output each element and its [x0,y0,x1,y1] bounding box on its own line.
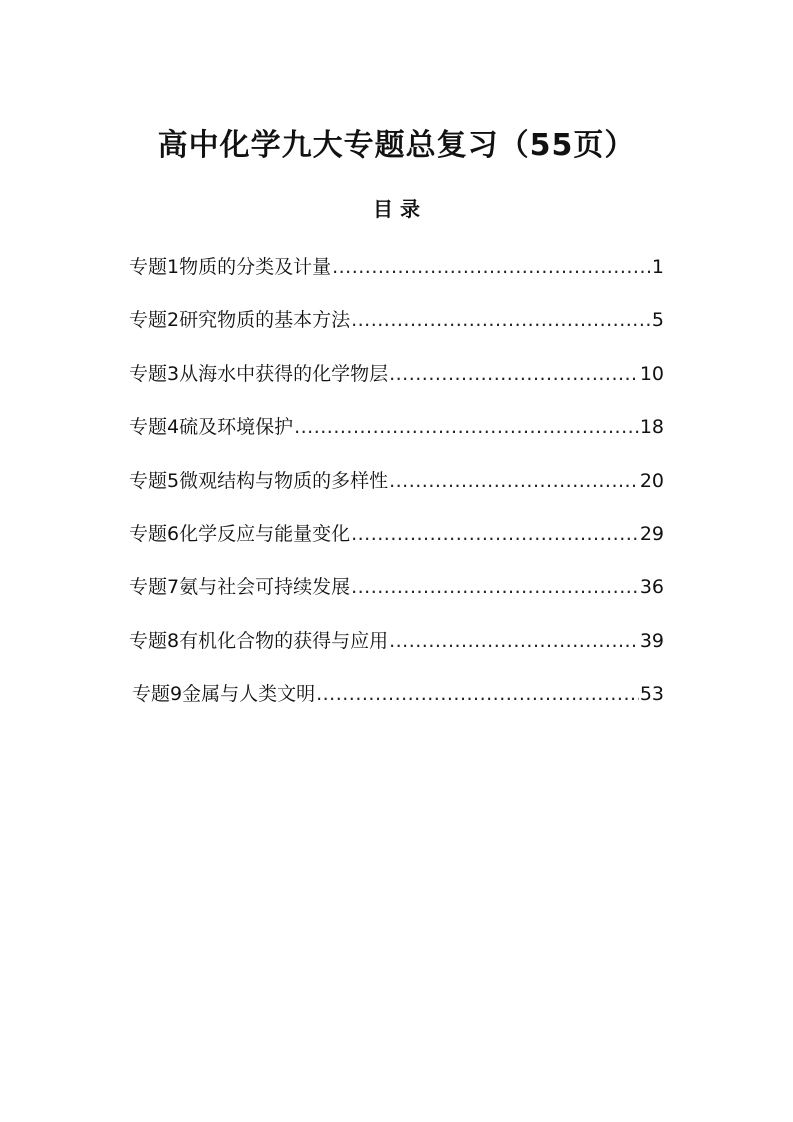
dot-leader [389,360,639,388]
dot-leader [351,573,639,601]
toc-entry-label: 专题6化学反应与能量变化 [129,522,351,545]
dot-leader [389,627,639,655]
dot-leader [332,253,651,281]
dot-leader [351,306,651,334]
toc-page-number: 39 [639,629,664,652]
toc-page-number: 36 [639,576,664,599]
toc-entry-label: 专题9金属与人类文明 [132,683,316,706]
toc-entry-label: 专题7氨与社会可持续发展 [129,576,351,599]
toc-entry[interactable] [129,306,664,359]
toc-entry-label: 专题1物质的分类及计量 [129,256,332,278]
toc-entry-label: 专题5微观结构与物质的多样性 [129,469,389,492]
toc-entry[interactable] [129,520,664,573]
dot-leader [389,467,639,495]
dot-leader [294,413,639,441]
toc-entry[interactable] [129,467,664,520]
document-title: 高中化学九大专题总复习（55页） [157,128,636,163]
toc-page-number: 5 [651,309,664,332]
table-of-contents [129,253,664,734]
toc-entry[interactable] [129,627,664,680]
dot-leader [351,520,639,548]
toc-entry[interactable] [129,360,664,413]
toc-entry[interactable] [129,253,664,306]
toc-page-number: 18 [639,416,664,439]
toc-page-number: 29 [639,522,664,545]
toc-page-number: 10 [639,362,664,385]
toc-page-number: 53 [639,683,664,706]
toc-entry-label: 专题2研究物质的基本方法 [129,309,351,332]
toc-entry-label: 专题3从海水中获得的化学物层 [129,362,389,385]
toc-heading: 目 录 [373,197,420,221]
toc-entry[interactable] [132,680,664,733]
toc-entry-label: 专题4硫及环境保护 [129,416,294,439]
toc-entry[interactable] [129,573,664,626]
toc-entry-label: 专题8有机化合物的获得与应用 [129,629,389,652]
toc-page-number: 20 [639,469,664,492]
dot-leader [316,680,639,708]
toc-page-number: 1 [651,256,664,278]
toc-entry[interactable] [129,413,664,466]
